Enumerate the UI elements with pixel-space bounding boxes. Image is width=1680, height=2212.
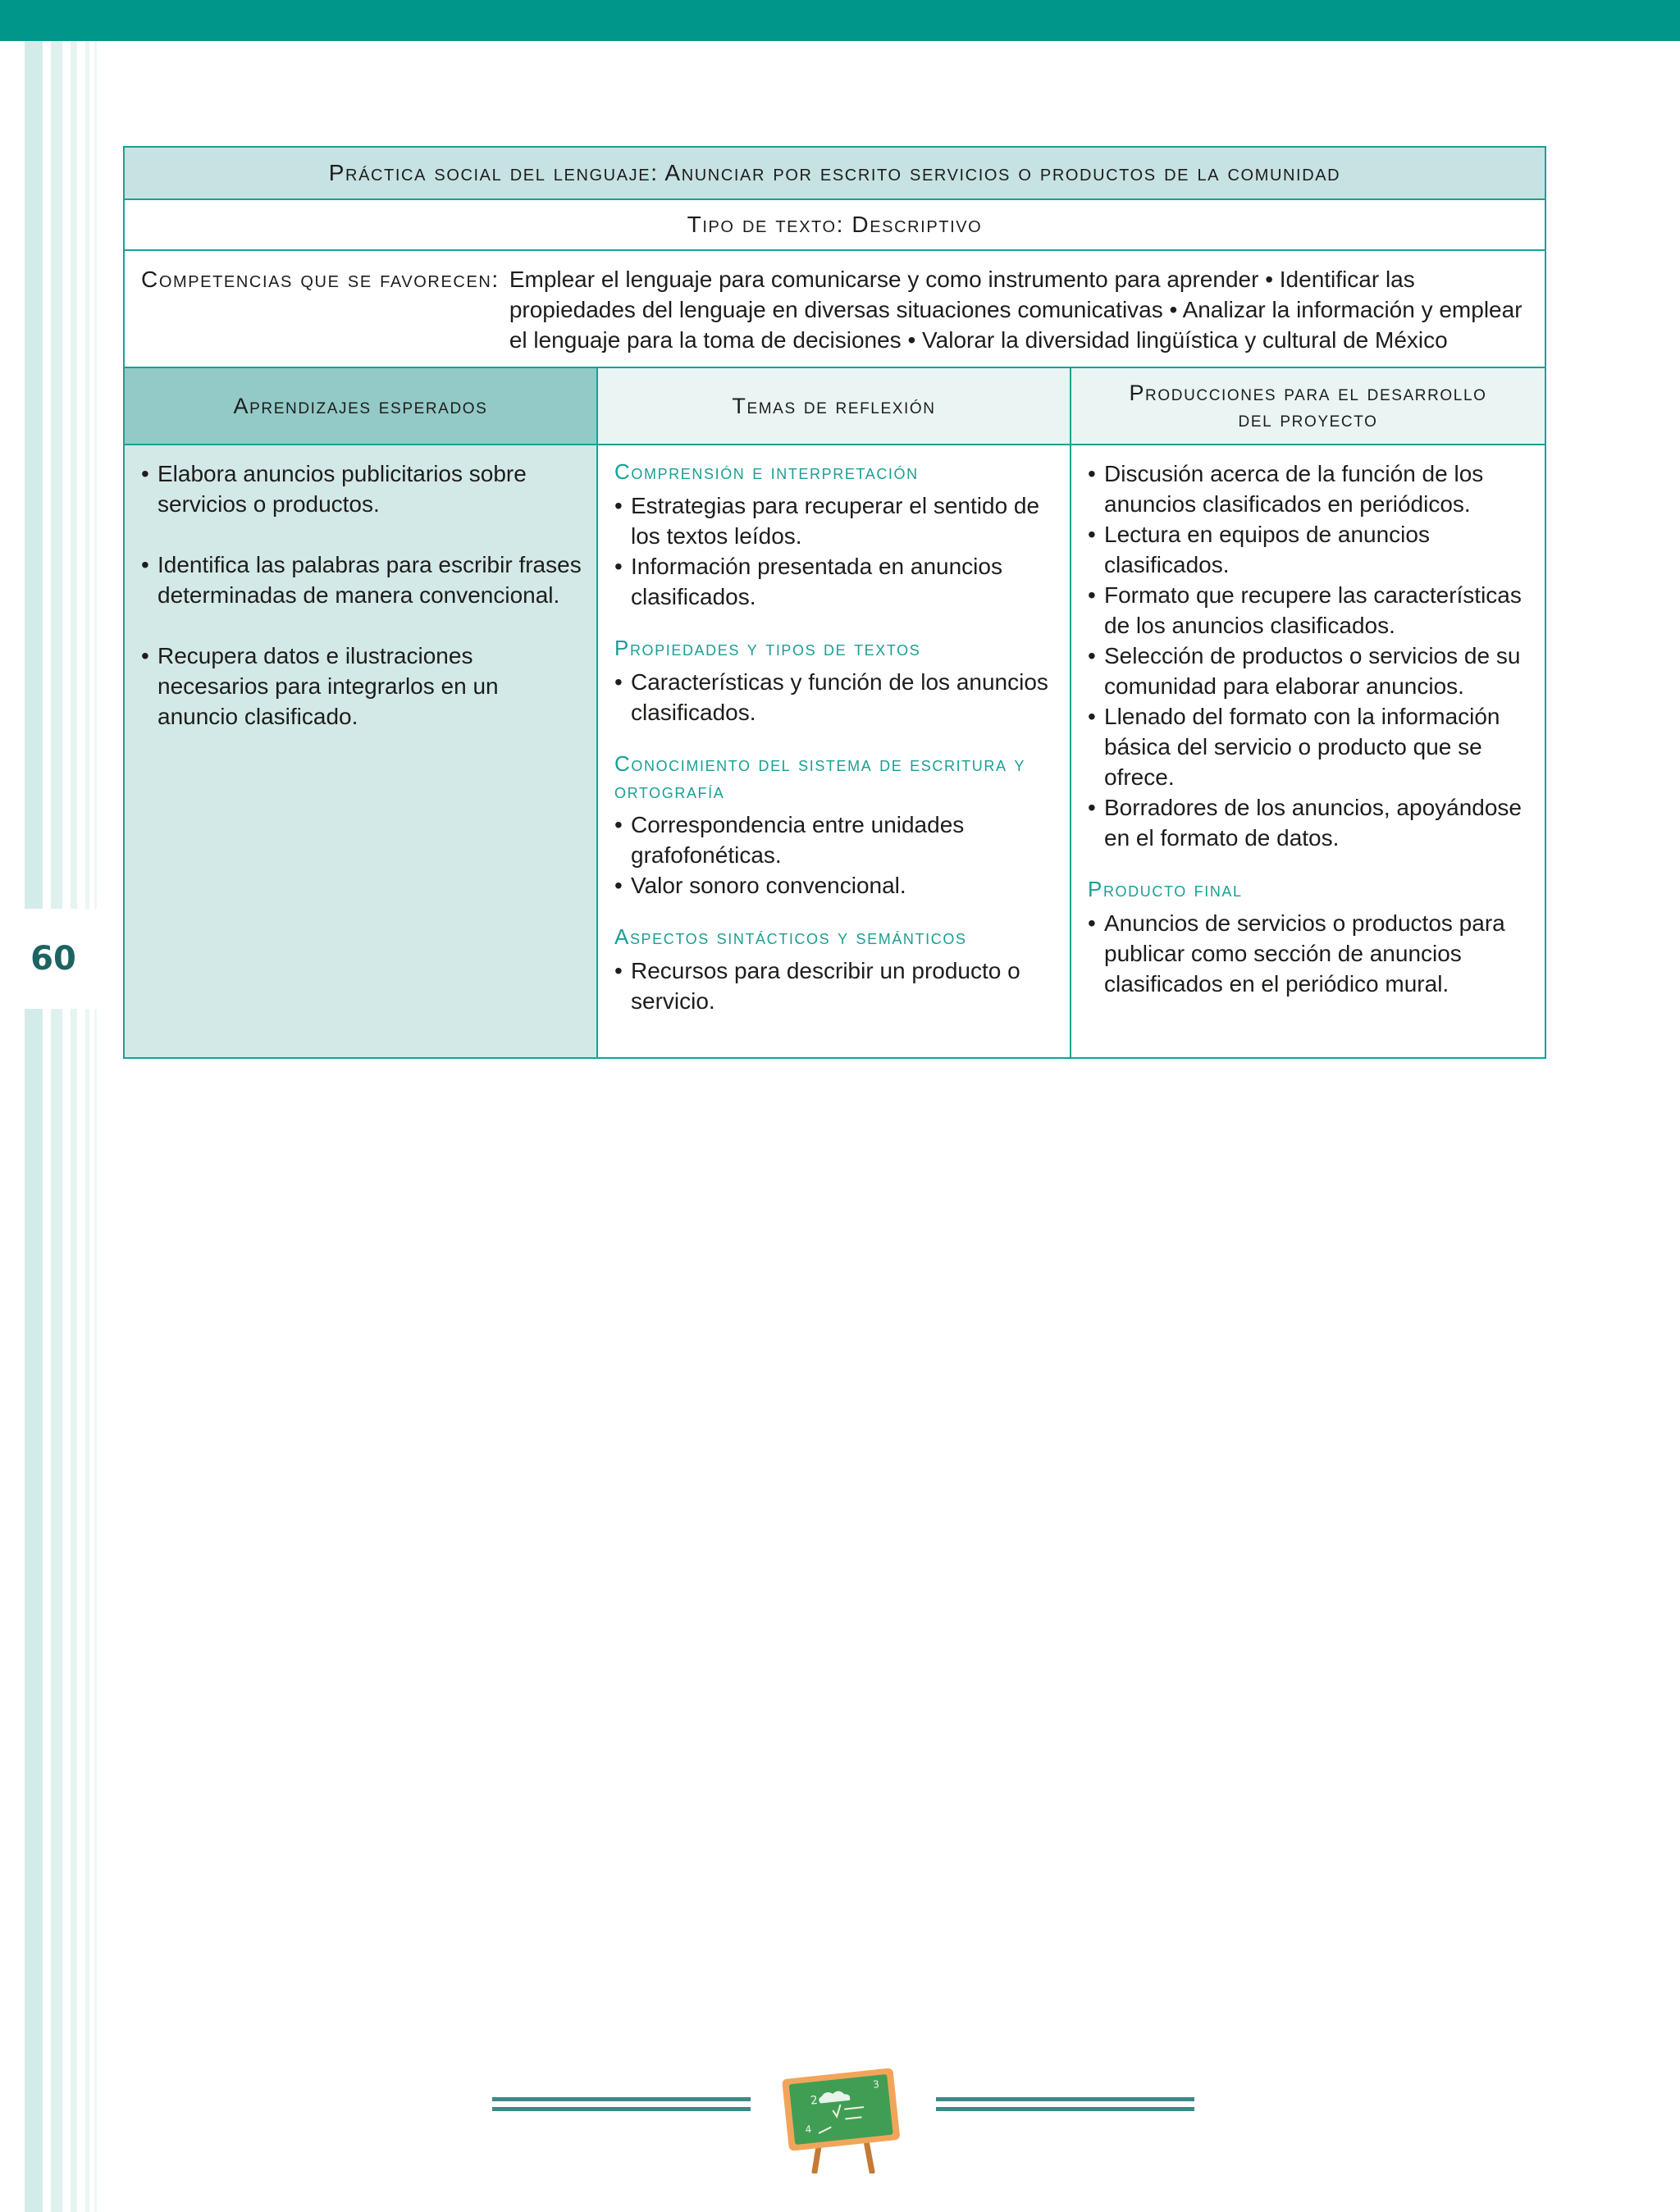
competencies-row (124, 250, 1545, 367)
competencies-label: Competencias que se favorecen: (141, 267, 500, 292)
temas-section (614, 635, 1058, 727)
temas-section (614, 750, 1058, 901)
section-title: Propiedades y tipos de textos (614, 636, 921, 660)
list-item: • Información presentada en anuncios clasificados. (614, 551, 1058, 612)
margin-stripe (51, 41, 62, 2212)
page-number-box (0, 909, 107, 1009)
temas-section (614, 924, 1058, 1016)
footer-lines-right (936, 2097, 1194, 2117)
text-type-cell (124, 199, 1545, 250)
header-temas-label: Temas de reflexión (732, 394, 936, 418)
margin-stripe (94, 41, 97, 2212)
chalkboard-icon (775, 2059, 906, 2173)
list-item: • Selección de productos o servicios de su comunidad para elaborar anuncios. (1088, 641, 1533, 701)
list-item: • Anuncios de servicios o productos para publicar como sección de anuncios clasificados en el periódico mural. (1088, 908, 1533, 999)
producciones-list (1088, 458, 1533, 853)
section-title: Producto final (1088, 877, 1243, 901)
header-producciones (1071, 367, 1545, 445)
footer-lines-left (492, 2097, 751, 2117)
producto-final-section (1088, 876, 1533, 999)
list-item: • Borradores de los anuncios, apoyándose en el formato de datos. (1088, 792, 1533, 853)
svg-text:4: 4 (804, 2123, 812, 2136)
aprendizajes-list (141, 458, 585, 732)
list-item: • Correspondencia entre unidades grafofonéticas. (614, 810, 1058, 870)
svg-text:2: 2 (810, 2093, 819, 2108)
temas-section (614, 458, 1058, 612)
column-headers-row (124, 367, 1545, 445)
aprendizajes-cell (124, 445, 597, 1058)
list-item: • Estrategias para recuperar el sentido de los textos leídos. (614, 490, 1058, 551)
content-row (124, 445, 1545, 1058)
margin-stripe (85, 41, 89, 2212)
text-type-row (124, 199, 1545, 250)
margin-stripe (25, 41, 43, 2212)
list-item: • Lectura en equipos de anuncios clasificados. (1088, 519, 1533, 580)
list-item: • Características y función de los anuncios clasificados. (614, 667, 1058, 727)
curriculum-table (123, 146, 1546, 1059)
list-item: • Elabora anuncios publicitarios sobre servicios o productos. (141, 458, 585, 519)
list-item: • Discusión acerca de la función de los anuncios clasificados en periódicos. (1088, 458, 1533, 519)
text-type-title: Tipo de texto: Descriptivo (687, 212, 983, 237)
header-aprendizajes-label: Aprendizajes esperados (233, 394, 488, 418)
header-temas (597, 367, 1071, 445)
practice-title: Práctica social del lenguaje: Anunciar por escrito servicios o productos de la comunidad (328, 160, 1341, 185)
list-item: • Llenado del formato con la información básica del servicio o producto que se ofrece. (1088, 701, 1533, 792)
svg-text:3: 3 (872, 2077, 880, 2091)
list-item: • Recupera datos e ilustraciones necesarios para integrarlos en un anuncio clasificado. (141, 641, 585, 732)
page-number: 60 (30, 940, 76, 978)
header-producciones-line1: Producciones para el desarrollo (1129, 381, 1487, 405)
margin-stripe (71, 41, 77, 2212)
practice-row (124, 147, 1545, 199)
competencies-cell (124, 250, 1545, 367)
section-title: Conocimiento del sistema de escritura y ortografía (614, 751, 1026, 803)
list-item: • Valor sonoro convencional. (614, 870, 1058, 901)
list-item: • Formato que recupere las características de los anuncios clasificados. (1088, 580, 1533, 641)
competencies-text: Emplear el lenguaje para comunicarse y como instrumento para aprender • Identificar las propiedades del lenguaje en diversas situaciones comunicativas • Analizar la información y emplear el lenguaje para la toma de decisiones • Valorar la diversidad lingüística y cultural de México (509, 267, 1522, 353)
practice-cell (124, 147, 1545, 199)
temas-cell (597, 445, 1071, 1058)
list-item: • Identifica las palabras para escribir frases determinadas de manera convencional. (141, 550, 585, 610)
top-bar (0, 0, 1680, 41)
list-item: • Recursos para describir un producto o servicio. (614, 955, 1058, 1016)
header-aprendizajes (124, 367, 597, 445)
header-producciones-line2: del proyecto (1238, 407, 1378, 431)
producciones-cell (1071, 445, 1545, 1058)
section-title: Aspectos sintácticos y semánticos (614, 924, 967, 949)
section-title: Comprensión e interpretación (614, 459, 919, 484)
